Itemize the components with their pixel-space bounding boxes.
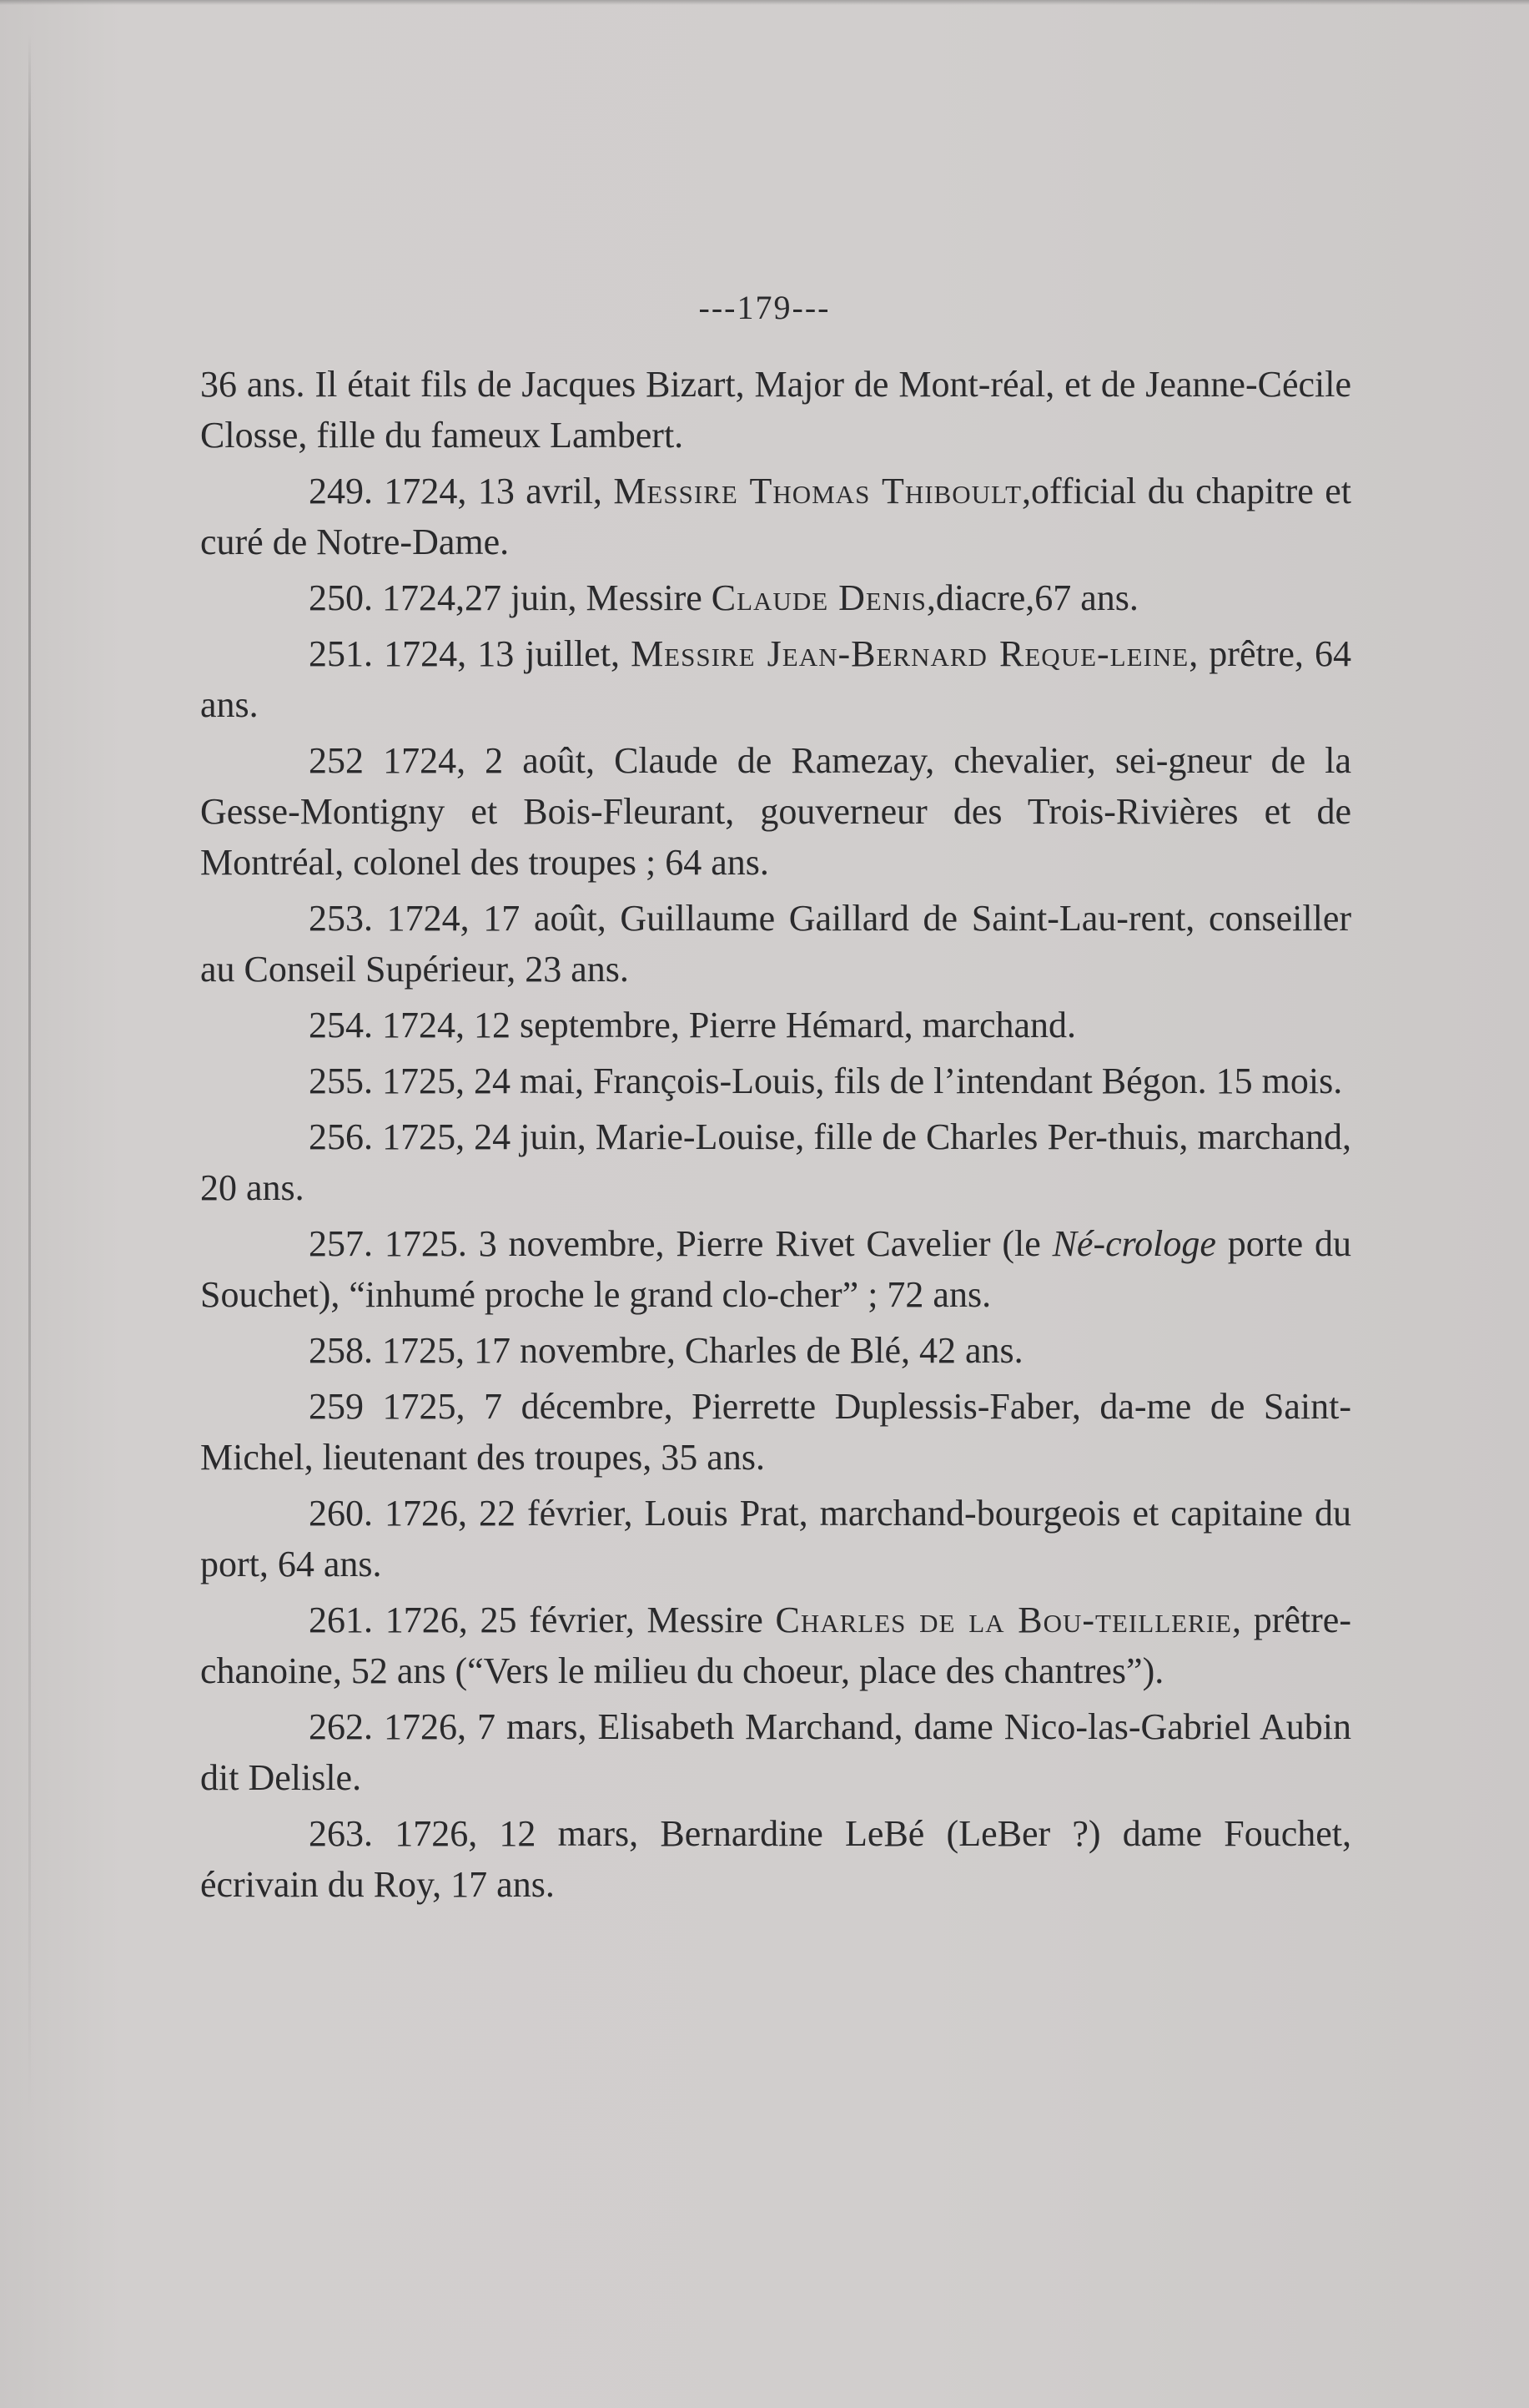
entry-text: 259 1725, 7 décembre, Pierrette Duplessis-Faber, da-me de Saint-Michel, lieutenant des troupes, 35 ans. <box>200 1386 1351 1478</box>
entry-text: 261. 1726, 25 février, Messire <box>309 1599 776 1640</box>
entry-249 <box>200 466 1351 567</box>
binding-shadow <box>28 33 31 2119</box>
entry-text: 256. 1725, 24 juin, Marie-Louise, fille de Charles Per-thuis, marchand, 20 ans. <box>200 1116 1351 1208</box>
entry-259 <box>200 1381 1351 1483</box>
entry-252 <box>200 735 1351 888</box>
entry-260 <box>200 1488 1351 1589</box>
page-top-edge <box>0 0 1529 5</box>
entry-255 <box>200 1055 1351 1106</box>
entry-text: 263. 1726, 12 mars, Bernardine LeBé (LeBer ?) dame Fouchet, écrivain du Roy, 17 ans. <box>200 1813 1351 1905</box>
entry-text: porte du Souchet), “inhumé proche le grand clo-cher” ; 72 ans. <box>200 1223 1351 1315</box>
entry-251 <box>200 628 1351 730</box>
entry-text: ,diacre,67 ans. <box>926 577 1139 618</box>
entry-title-italic: Né-crologe <box>1052 1223 1216 1264</box>
entry-continuation <box>200 359 1351 461</box>
register-entries <box>200 359 1351 1910</box>
entry-text: 250. 1724,27 juin, Messire <box>309 577 712 618</box>
entry-text: 255. 1725, 24 mai, François-Louis, fils de l’intendant Bégon. 15 mois. <box>309 1060 1343 1101</box>
entry-250 <box>200 572 1351 623</box>
entry-258 <box>200 1325 1351 1376</box>
entry-text: 36 ans. Il était fils de Jacques Bizart, Major de Mont-réal, et de Jeanne-Cécile Closse, fille du fameux Lambert. <box>200 364 1351 456</box>
entry-text: 260. 1726, 22 février, Louis Prat, marchand-bourgeois et capitaine du port, 64 ans. <box>200 1493 1351 1584</box>
entry-254 <box>200 1000 1351 1050</box>
entry-253 <box>200 893 1351 995</box>
entry-text: 262. 1726, 7 mars, Elisabeth Marchand, dame Nico-las-Gabriel Aubin dit Delisle. <box>200 1706 1351 1798</box>
entry-text: 249. 1724, 13 avril, <box>309 471 614 511</box>
entry-text: 251. 1724, 13 juillet, <box>309 633 631 674</box>
entry-261 <box>200 1594 1351 1696</box>
entry-text: 253. 1724, 17 août, Guillaume Gaillard de Saint-Lau-rent, conseiller au Conseil Supérieur, 23 ans. <box>200 898 1351 990</box>
entry-text: ,official du chapitre et curé de Notre-Dame. <box>200 471 1351 562</box>
entry-text: 258. 1725, 17 novembre, Charles de Blé, 42 ans. <box>309 1330 1024 1371</box>
entry-name-smallcaps: Claude Denis <box>711 577 927 618</box>
entry-text: 252 1724, 2 août, Claude de Ramezay, chevalier, sei-gneur de la Gesse-Montigny et Bois-Fleurant, gouverneur des Trois-Rivières et de Montréal, colonel des troupes ; 64 ans. <box>200 740 1351 883</box>
entry-text: 257. 1725. 3 novembre, Pierre Rivet Cavelier (le <box>309 1223 1053 1264</box>
entry-name-smallcaps: Messire Jean-Bernard Reque-leine <box>631 633 1190 674</box>
entry-text: , prêtre, 64 ans. <box>200 633 1351 725</box>
entry-text: 254. 1724, 12 septembre, Pierre Hémard, marchand. <box>309 1005 1077 1045</box>
entry-name-smallcaps: Messire Thomas Thiboult <box>613 471 1023 511</box>
entry-262 <box>200 1701 1351 1803</box>
entry-text: , prêtre-chanoine, 52 ans (“Vers le milieu du choeur, place des chantres”). <box>200 1599 1351 1691</box>
entry-name-smallcaps: Charles de la Bou-teillerie <box>775 1599 1232 1640</box>
page-number: ---179--- <box>698 289 831 326</box>
entry-256 <box>200 1111 1351 1213</box>
entry-263 <box>200 1808 1351 1910</box>
entry-257 <box>200 1218 1351 1320</box>
